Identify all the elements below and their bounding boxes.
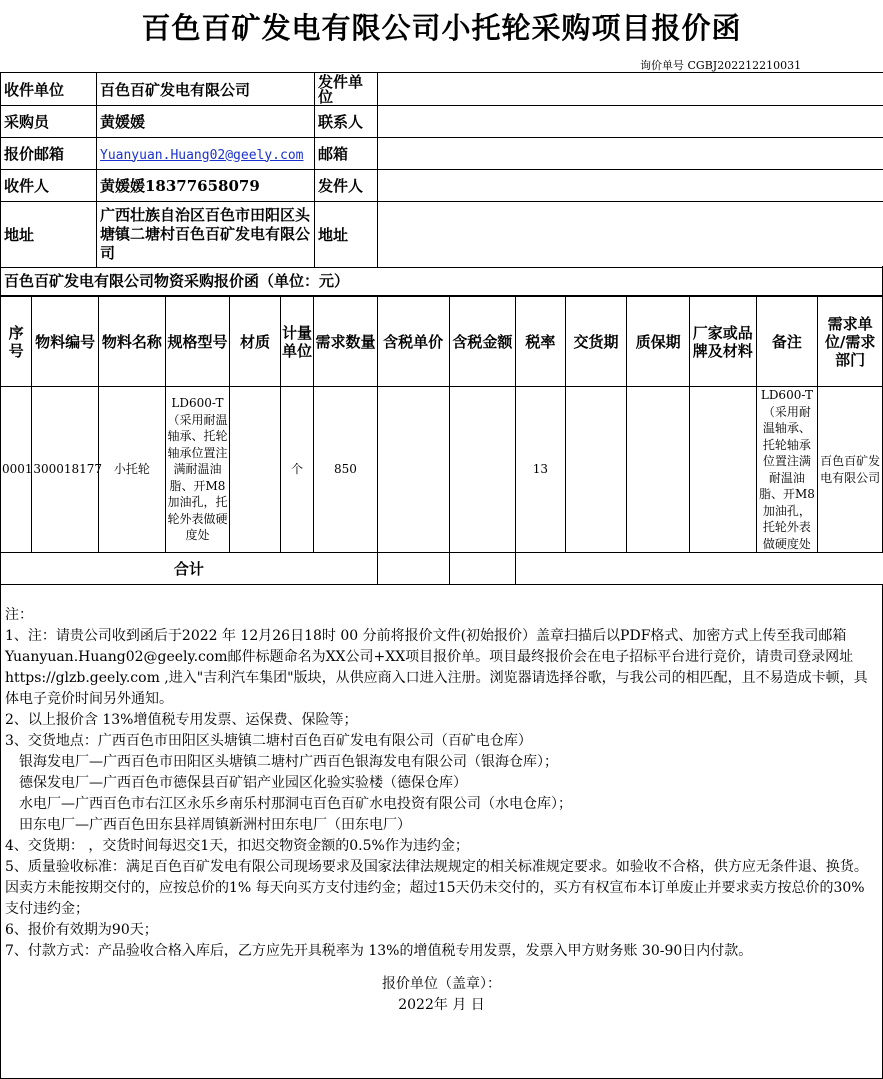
- note-line: 6、报价有效期为90天；: [5, 922, 158, 938]
- cell-amount[interactable]: [449, 387, 516, 553]
- addr2-label: 地址: [315, 202, 378, 268]
- delivery-site: 德保发电厂—广西百色市德保县百矿铝产业园区化验实验楼（德保仓库）: [19, 775, 467, 791]
- cell-warranty[interactable]: [627, 387, 690, 553]
- col-header: 需求单位/需求部门: [818, 297, 883, 387]
- cell-name: 小托轮: [98, 387, 165, 553]
- buyer-label: 采购员: [1, 106, 97, 138]
- cell-material[interactable]: [230, 387, 281, 553]
- col-header: 税率: [516, 297, 566, 387]
- send-unit-label: 发件单位: [315, 73, 378, 106]
- total-blank: [516, 553, 883, 585]
- cell-no: 0001: [1, 387, 32, 553]
- email2-value[interactable]: [378, 138, 883, 170]
- total-amount[interactable]: [449, 553, 516, 585]
- email-link[interactable]: Yuanyuan.Huang02@geely.com: [100, 147, 304, 163]
- note-line: 1、注：请贵公司收到函后于2022 年 12月26日18时 00 分前将报价文件(初始报价）盖章扫描后以PDF格式、加密方式上传至我司邮箱Yuanyuan.Huang02@geely.com邮件标题命名为XX公司+XX项目报价单。项目最终报价会在电子招标平台进行竞价，请贵司登录网址https://glzb.geely.com ,进入"吉利汽车集团"版块，从供应商入口进入注册。浏览器请选择谷歌，与我公司的相匹配，且不易造成卡顿，具体电子竞价时间另外通知。: [5, 628, 868, 707]
- total-label: 合计: [1, 553, 378, 585]
- addr2-value[interactable]: [378, 202, 883, 268]
- col-header: 物料名称: [98, 297, 165, 387]
- cell-delivery[interactable]: [565, 387, 627, 553]
- contact-value[interactable]: [378, 106, 883, 138]
- cell-dept: 百色百矿发电有限公司: [818, 387, 883, 553]
- cell-brand[interactable]: [689, 387, 756, 553]
- col-header: 交货期: [565, 297, 627, 387]
- col-header: 规格型号: [165, 297, 230, 387]
- sign-date: 2022年 月 日: [398, 997, 485, 1013]
- addr-value: 广西壮族自治区百色市田阳区头塘镇二塘村百色百矿发电有限公司: [97, 202, 315, 268]
- sender-value[interactable]: [378, 170, 883, 202]
- section-banner: 百色百矿发电有限公司物资采购报价函（单位：元）: [0, 266, 883, 296]
- cell-code: 300018177: [32, 387, 99, 553]
- receiver-label: 收件人: [1, 170, 97, 202]
- cell-unit: 个: [280, 387, 313, 553]
- sign-unit: 报价单位（盖章）：: [382, 976, 501, 992]
- cell-spec: LD600-T（采用耐温轴承、托轮轴承位置注满耐温油脂、开M8加油孔，托轮外表做硬度处: [165, 387, 230, 553]
- items-table: [0, 296, 883, 585]
- recv-unit-value: 百色百矿发电有限公司: [97, 73, 315, 106]
- page-title: 百色百矿发电有限公司小托轮采购项目报价函: [141, 11, 742, 45]
- note-line: 5、质量验收标准：满足百色百矿发电有限公司现场要求及国家法律法规规定的相关标准规定要求。如验收不合格，供方应无条件退、换货。因卖方未能按期交付的，应按总价的1% 每天向买方支付违约金；超过15天仍未交付的，买方有权宣布本订单废止并要求卖方按总价的30%支付违约金；: [5, 859, 868, 917]
- delivery-site: 田东电厂—广西百色田东县祥周镇新洲村田东电厂（田东电厂）: [19, 817, 411, 833]
- note-line: 3、交货地点：广西百色市田阳区头塘镇二塘村百色百矿发电有限公司（百矿电仓库）: [5, 733, 532, 749]
- send-unit-value[interactable]: [378, 73, 883, 106]
- col-header: 厂家或品牌及材料: [689, 297, 756, 387]
- cell-qty: 850: [314, 387, 378, 553]
- delivery-site: 银海发电厂—广西百色市田阳区头塘镇二塘村广西百色银海发电有限公司（银海仓库）；: [19, 754, 558, 770]
- email2-label: 邮箱: [315, 138, 378, 170]
- col-header: 含税金额: [449, 297, 516, 387]
- col-header: 备注: [756, 297, 818, 387]
- col-header: 序号: [1, 297, 32, 387]
- col-header: 物料编号: [32, 297, 99, 387]
- inquiry-number: 询价单号 CGBJ202212210031: [640, 59, 802, 72]
- col-header: 含税单价: [377, 297, 449, 387]
- note-line: 注：: [5, 607, 33, 623]
- cell-tax: 13: [516, 387, 566, 553]
- col-header: 材质: [230, 297, 281, 387]
- notes-section: [0, 584, 883, 1079]
- note-line: 2、以上报价含 13%增值税专用发票、运保费、保险等；: [5, 712, 358, 728]
- total-price: [377, 553, 449, 585]
- note-line: 4、交货期： ，交货时间每迟交1天，扣迟交物资金额的0.5%作为违约金；: [5, 838, 469, 854]
- receiver-value: 黄媛媛18377658079: [97, 170, 315, 202]
- col-header: 计量单位: [280, 297, 313, 387]
- addr-label: 地址: [1, 202, 97, 268]
- contact-label: 联系人: [315, 106, 378, 138]
- cell-remark: LD600-T（采用耐温轴承、托轮轴承位置注满耐温油脂、开M8加油孔，托轮外表做硬度处: [756, 387, 818, 553]
- buyer-value: 黄媛媛: [97, 106, 315, 138]
- sender-label: 发件人: [315, 170, 378, 202]
- info-table: [0, 72, 883, 268]
- table-row: [1, 387, 883, 553]
- cell-price[interactable]: [377, 387, 449, 553]
- col-header: 质保期: [627, 297, 690, 387]
- note-line: 7、付款方式：产品验收合格入库后，乙方应先开具税率为 13%的增值税专用发票，发票入甲方财务账 30-90日内付款。: [5, 943, 753, 959]
- delivery-site: 水电厂—广西百色市右江区永乐乡南乐村那洞屯百色百矿水电投资有限公司（水电仓库）；: [19, 796, 572, 812]
- email-label: 报价邮箱: [1, 138, 97, 170]
- col-header: 需求数量: [314, 297, 378, 387]
- recv-unit-label: 收件单位: [1, 73, 97, 106]
